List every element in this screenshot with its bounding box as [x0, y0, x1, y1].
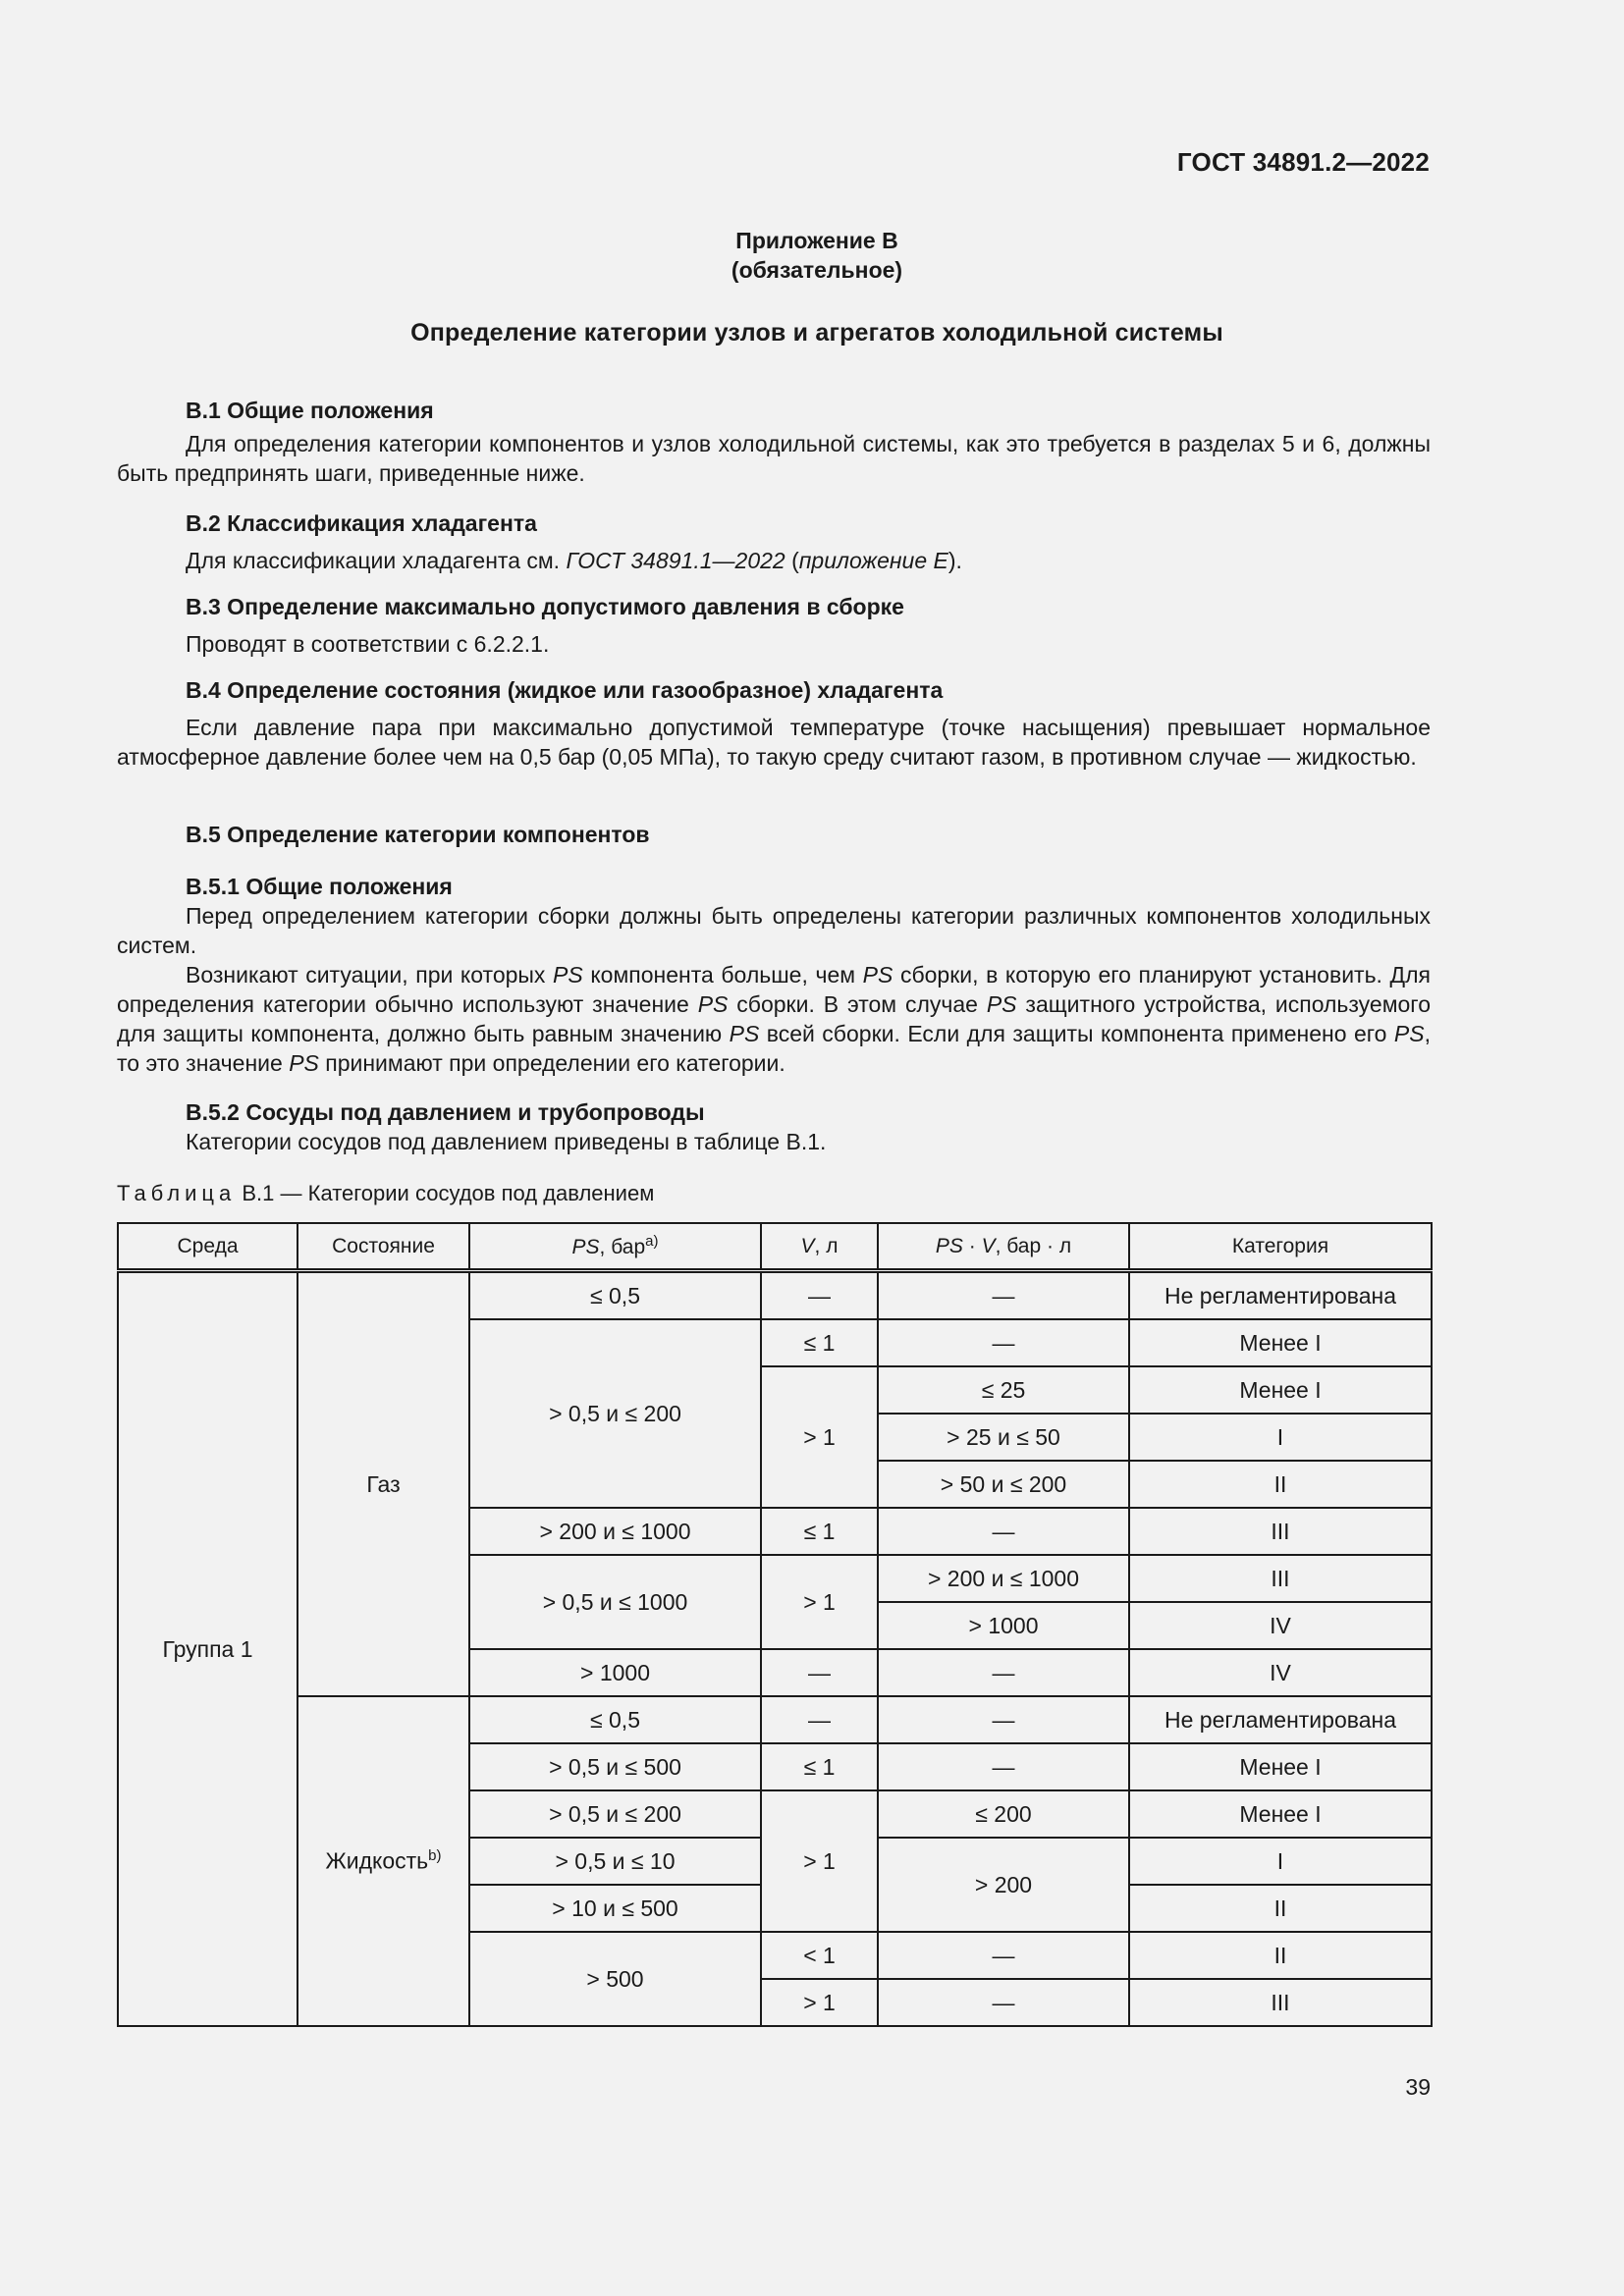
table-cell: — [761, 1696, 878, 1743]
section-b1-heading: В.1 Общие положения [186, 398, 434, 423]
table-cell: > 0,5 и ≤ 200 [469, 1790, 761, 1838]
table-cell: — [878, 1932, 1129, 1979]
table-cell: — [878, 1979, 1129, 2026]
table-cell: II [1129, 1461, 1432, 1508]
table-cell: > 200 и ≤ 1000 [878, 1555, 1129, 1602]
table-cell: > 50 и ≤ 200 [878, 1461, 1129, 1508]
table-cell: ≤ 25 [878, 1366, 1129, 1414]
table-cell: — [761, 1271, 878, 1320]
appendix-heading [0, 226, 1624, 285]
table-cell: I [1129, 1838, 1432, 1885]
standard-reference: ГОСТ 34891.1—2022 [566, 548, 785, 573]
table-cell: Не регламентирована [1129, 1696, 1432, 1743]
section-b51-text1: Перед определением категории сборки должны быть определены категории различных компонентов холодильных систем. [117, 903, 1431, 958]
table-cell: > 200 и ≤ 1000 [469, 1508, 761, 1555]
section-b4-text: Если давление пара при максимально допустимой температуре (точке насыщения) превышает нормальное атмосферное давление более чем на 0,5 бар (0,05 МПа), то такую среду считают газом, в противном случае — жидкостью. [117, 715, 1431, 770]
header-ps: PS, бар$^{a)}$ [469, 1223, 761, 1271]
section-b5-heading: В.5 Определение категории компонентов [186, 822, 650, 847]
appendix-title: Приложение В [735, 228, 898, 253]
table-cell: ≤ 1 [761, 1743, 878, 1790]
table-cell: > 0,5 и ≤ 1000 [469, 1555, 761, 1649]
table-cell: II [1129, 1932, 1432, 1979]
table-cell: — [878, 1649, 1129, 1696]
section-b4 [117, 675, 1431, 772]
section-b1-text: Для определения категории компонентов и узлов холодильной системы, как это требуется в разделах 5 и 6, должны быть предпринять шаги, приведенные ниже. [117, 431, 1431, 486]
section-b3 [117, 592, 1431, 659]
section-b52 [117, 1097, 1431, 1156]
table-cell: ≤ 0,5 [469, 1696, 761, 1743]
table-cell: IV [1129, 1602, 1432, 1649]
table-cell: > 1000 [469, 1649, 761, 1696]
section-b2 [117, 508, 1431, 575]
table-cell: > 500 [469, 1932, 761, 2026]
section-b2-text: Для классификации хладагента см. ГОСТ 34891.1—2022 (приложение Е). [186, 548, 962, 573]
table-cell: ≤ 200 [878, 1790, 1129, 1838]
table-cell: III [1129, 1555, 1432, 1602]
table-cell: > 1 [761, 1979, 878, 2026]
appendix-status: (обязательное) [731, 257, 903, 283]
pressure-vessel-category-table [117, 1222, 1433, 2027]
table-cell: > 0,5 и ≤ 200 [469, 1319, 761, 1508]
table-cell: > 1 [761, 1790, 878, 1932]
table-cell: Менее I [1129, 1366, 1432, 1414]
table-row [118, 1696, 1432, 1743]
table-cell: III [1129, 1508, 1432, 1555]
table-cell: IV [1129, 1649, 1432, 1696]
section-b4-heading: В.4 Определение состояния (жидкое или газообразное) хладагента [186, 677, 944, 703]
table-cell: II [1129, 1885, 1432, 1932]
table-cell: > 0,5 и ≤ 10 [469, 1838, 761, 1885]
header-state: Состояние [298, 1223, 469, 1271]
table-cell: — [878, 1508, 1129, 1555]
section-b5 [117, 820, 1431, 849]
table-cell: III [1129, 1979, 1432, 2026]
table-cell: — [878, 1271, 1129, 1320]
table-cell: — [878, 1319, 1129, 1366]
document-code: ГОСТ 34891.2—2022 [1176, 147, 1430, 177]
table-cell: ≤ 1 [761, 1508, 878, 1555]
section-b1 [117, 396, 1431, 488]
header-volume: V, л [761, 1223, 878, 1271]
section-b51-text2: Возникают ситуации, при которых PS компонента больше, чем PS сборки, в которую его планируют установить. Для определения категории обычно используют значение PS сборки. В этом случае PS защитного устройства, используемого для защиты компонента, должно быть равным значению PS всей сборки. Если для защиты компонента применено его PS, то это значение PS принимают при определении его категории. [117, 962, 1432, 1076]
section-b3-heading: В.3 Определение максимально допустимого давления в сборке [186, 594, 904, 619]
table-caption-text: В.1 — Категории сосудов под давлением [236, 1181, 655, 1205]
table-caption-label: Таблица [117, 1181, 237, 1205]
cell-medium-group: Группа 1 [118, 1271, 298, 2027]
section-b2-heading: В.2 Классификация хладагента [186, 510, 537, 536]
table-cell: Менее I [1129, 1319, 1432, 1366]
page-number: 39 [1405, 2074, 1431, 2100]
main-title: Определение категории узлов и агрегатов холодильной системы [410, 319, 1223, 347]
section-b3-text: Проводят в соответствии с 6.2.2.1. [186, 631, 550, 657]
table-cell: ≤ 1 [761, 1319, 878, 1366]
table-cell: Менее I [1129, 1743, 1432, 1790]
section-b51-heading: В.5.1 Общие положения [186, 874, 453, 899]
table-cell: ≤ 0,5 [469, 1271, 761, 1320]
table-header-row [118, 1223, 1432, 1271]
table-cell: > 25 и ≤ 50 [878, 1414, 1129, 1461]
table-caption [117, 1181, 654, 1206]
section-b52-text: Категории сосудов под давлением приведены в таблице В.1. [186, 1129, 827, 1154]
section-b51 [117, 872, 1431, 1078]
table-cell: I [1129, 1414, 1432, 1461]
cell-state-liquid: Жидкость$^{b)}$ [298, 1696, 469, 2026]
header-ps-v: PS · V, бар · л [878, 1223, 1129, 1271]
table-cell: — [878, 1696, 1129, 1743]
table-cell: — [878, 1743, 1129, 1790]
table-cell: > 1 [761, 1366, 878, 1508]
header-medium: Среда [118, 1223, 298, 1271]
table-cell: > 1 [761, 1555, 878, 1649]
table-cell: < 1 [761, 1932, 878, 1979]
section-b52-heading: В.5.2 Сосуды под давлением и трубопроводы [186, 1099, 705, 1125]
table-cell: > 1000 [878, 1602, 1129, 1649]
table-cell: > 200 [878, 1838, 1129, 1932]
table-cell: Менее I [1129, 1790, 1432, 1838]
table-cell: Не регламентирована [1129, 1271, 1432, 1320]
table-cell: > 10 и ≤ 500 [469, 1885, 761, 1932]
cell-state-gas: Газ [298, 1271, 469, 1697]
appendix-reference: приложение Е [798, 548, 948, 573]
header-category: Категория [1129, 1223, 1432, 1271]
table-cell: — [761, 1649, 878, 1696]
table-row [118, 1271, 1432, 1320]
table-cell: > 0,5 и ≤ 500 [469, 1743, 761, 1790]
